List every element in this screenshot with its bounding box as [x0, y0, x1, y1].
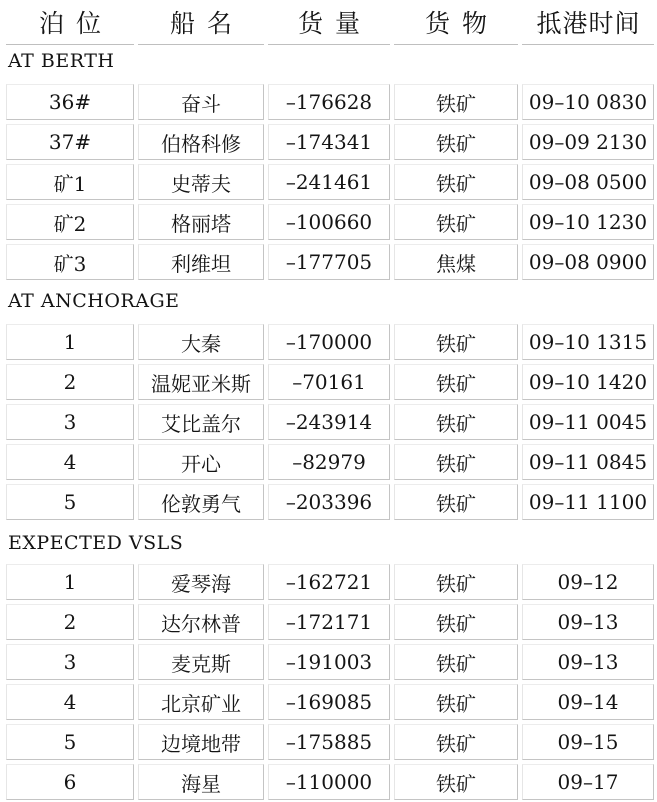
cell-berth: 1	[6, 564, 134, 600]
cell-ship-name: 史蒂夫	[138, 164, 264, 200]
table-row	[0, 322, 657, 362]
cell-quantity: –70161	[268, 364, 390, 400]
table-row	[0, 482, 657, 522]
cell-ship-name: 利维坦	[138, 244, 264, 280]
header-ship-name: 船名	[138, 0, 264, 45]
cell-cargo: 铁矿	[394, 724, 518, 760]
table-row	[0, 122, 657, 162]
cell-berth: 3	[6, 644, 134, 680]
cell-ship-name: 开心	[138, 444, 264, 480]
cell-cargo: 焦煤	[394, 244, 518, 280]
cell-berth: 3	[6, 404, 134, 440]
cell-ship-name: 艾比盖尔	[138, 404, 264, 440]
cell-quantity: –176628	[268, 84, 390, 120]
cell-cargo: 铁矿	[394, 364, 518, 400]
cell-ship-name: 爱琴海	[138, 564, 264, 600]
cell-quantity: –100660	[268, 204, 390, 240]
cell-eta: 09–10 1230	[522, 204, 654, 240]
cell-berth: 6	[6, 764, 134, 800]
cell-ship-name: 达尔林普	[138, 604, 264, 640]
cell-berth: 4	[6, 684, 134, 720]
cell-cargo: 铁矿	[394, 124, 518, 160]
cell-quantity: –169085	[268, 684, 390, 720]
table-row	[0, 162, 657, 202]
cell-berth: 5	[6, 484, 134, 520]
cell-quantity: –241461	[268, 164, 390, 200]
cell-eta: 09–11 0045	[522, 404, 654, 440]
cell-quantity: –175885	[268, 724, 390, 760]
table-row	[0, 402, 657, 442]
cell-quantity: –170000	[268, 324, 390, 360]
header-quantity: 货量	[268, 0, 390, 45]
cell-berth: 2	[6, 604, 134, 640]
cell-berth: 4	[6, 444, 134, 480]
section-title: AT BERTH	[8, 50, 115, 72]
cell-quantity: –191003	[268, 644, 390, 680]
header-eta: 抵港时间	[522, 0, 654, 45]
cell-eta: 09–08 0500	[522, 164, 654, 200]
table-row	[0, 242, 657, 282]
cell-cargo: 铁矿	[394, 164, 518, 200]
cell-berth: 36#	[6, 84, 134, 120]
header-cargo: 货物	[394, 0, 518, 45]
cell-berth: 1	[6, 324, 134, 360]
cell-cargo: 铁矿	[394, 324, 518, 360]
cell-ship-name: 海星	[138, 764, 264, 800]
cell-cargo: 铁矿	[394, 444, 518, 480]
table-header	[0, 0, 657, 44]
header-berth: 泊位	[6, 0, 134, 45]
cell-eta: 09–10 1420	[522, 364, 654, 400]
table-row	[0, 762, 657, 802]
table-row	[0, 442, 657, 482]
cell-quantity: –177705	[268, 244, 390, 280]
cell-berth: 2	[6, 364, 134, 400]
cell-quantity: –162721	[268, 564, 390, 600]
cell-ship-name: 温妮亚米斯	[138, 364, 264, 400]
section-title: AT ANCHORAGE	[8, 290, 180, 312]
cell-cargo: 铁矿	[394, 764, 518, 800]
cell-berth: 矿3	[6, 244, 134, 280]
table-row	[0, 722, 657, 762]
table-row	[0, 202, 657, 242]
cell-ship-name: 麦克斯	[138, 644, 264, 680]
table-row	[0, 682, 657, 722]
cell-eta: 09–08 0900	[522, 244, 654, 280]
cell-ship-name: 大秦	[138, 324, 264, 360]
cell-ship-name: 格丽塔	[138, 204, 264, 240]
cell-eta: 09–12	[522, 564, 654, 600]
cell-cargo: 铁矿	[394, 404, 518, 440]
cell-quantity: –110000	[268, 764, 390, 800]
cell-berth: 5	[6, 724, 134, 760]
cell-quantity: –243914	[268, 404, 390, 440]
cell-cargo: 铁矿	[394, 484, 518, 520]
cell-ship-name: 伯格科修	[138, 124, 264, 160]
cell-eta: 09–10 1315	[522, 324, 654, 360]
cell-quantity: –203396	[268, 484, 390, 520]
cell-quantity: –82979	[268, 444, 390, 480]
cell-cargo: 铁矿	[394, 564, 518, 600]
cell-cargo: 铁矿	[394, 204, 518, 240]
table-row	[0, 82, 657, 122]
cell-eta: 09–13	[522, 604, 654, 640]
cell-eta: 09–14	[522, 684, 654, 720]
cell-eta: 09–15	[522, 724, 654, 760]
cell-eta: 09–17	[522, 764, 654, 800]
table-row	[0, 562, 657, 602]
section-title: EXPECTED VSLS	[8, 532, 184, 554]
cell-quantity: –172171	[268, 604, 390, 640]
table-row	[0, 602, 657, 642]
cell-cargo: 铁矿	[394, 684, 518, 720]
cell-ship-name: 北京矿业	[138, 684, 264, 720]
cell-quantity: –174341	[268, 124, 390, 160]
cell-eta: 09–10 0830	[522, 84, 654, 120]
cell-cargo: 铁矿	[394, 604, 518, 640]
cell-cargo: 铁矿	[394, 644, 518, 680]
cell-berth: 矿2	[6, 204, 134, 240]
cell-eta: 09–13	[522, 644, 654, 680]
cell-ship-name: 奋斗	[138, 84, 264, 120]
table-row	[0, 642, 657, 682]
cell-eta: 09–11 0845	[522, 444, 654, 480]
cell-eta: 09–09 2130	[522, 124, 654, 160]
cell-berth: 37#	[6, 124, 134, 160]
table-row	[0, 362, 657, 402]
cell-ship-name: 边境地带	[138, 724, 264, 760]
cell-berth: 矿1	[6, 164, 134, 200]
cell-ship-name: 伦敦勇气	[138, 484, 264, 520]
cell-eta: 09–11 1100	[522, 484, 654, 520]
cell-cargo: 铁矿	[394, 84, 518, 120]
